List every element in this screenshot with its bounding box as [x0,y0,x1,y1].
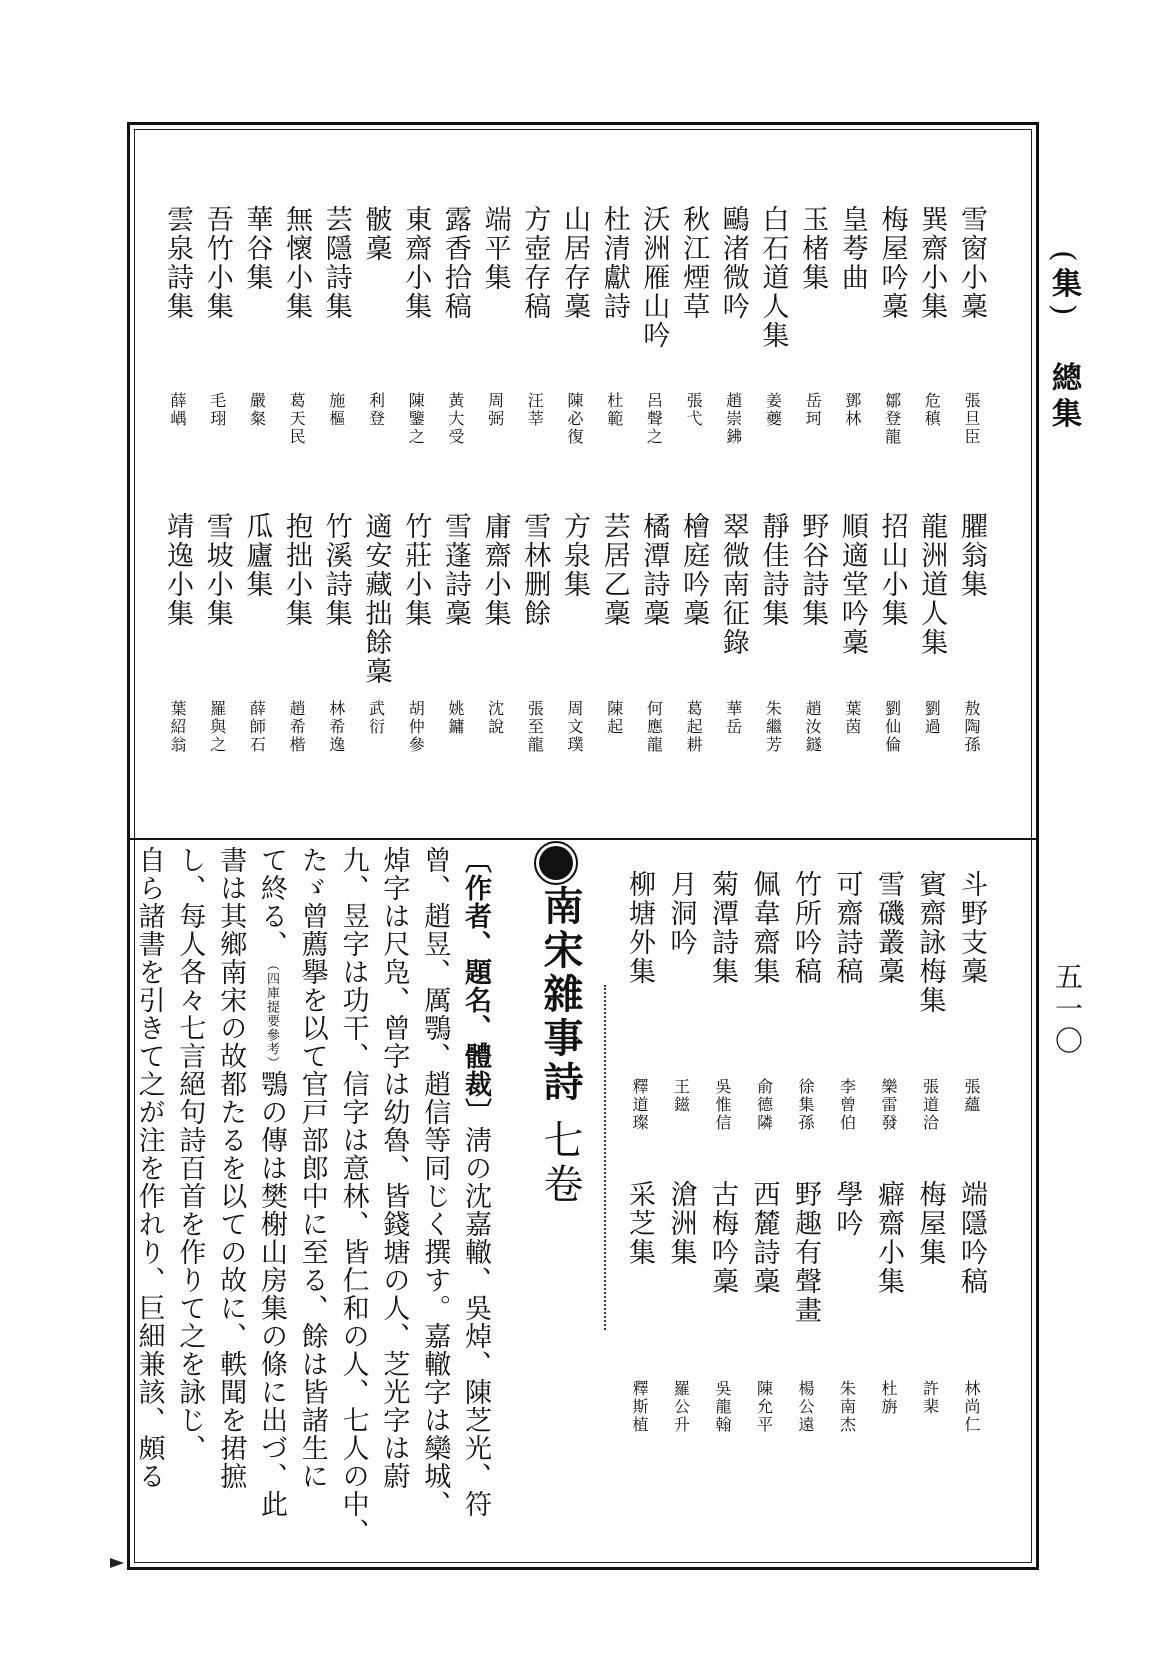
book-title: 賓齋詠梅集 [914,870,946,1015]
body-line [174,846,206,1462]
book-title: 野趣有聲畫 [790,1180,821,1325]
book-title: 芸隱詩集 [320,205,352,321]
book-title: 癖齋小集 [873,1180,904,1296]
section-divider [130,838,1036,840]
book-author: 李曾伯 [837,1078,857,1132]
book-title: 靖逸小集 [162,512,193,628]
book-author: 釋道璨 [630,1078,649,1132]
body-text-run: 淸の沈嘉轍、吳焯、陳芝光、符 [460,1126,491,1518]
book-author: 趙汝鐩 [803,700,823,754]
book-author: 陳允平 [754,1380,774,1434]
wavy-separator [604,985,612,1330]
body-text-run: 鶚の傳は樊榭山房集の條に出づ、此 [256,1070,287,1518]
body-lead: 〔作者、題名、體裁〕 [460,846,491,1126]
book-title: 采芝集 [624,1180,655,1267]
book-author: 鄧林 [842,392,862,428]
book-title: 雪坡小集 [201,512,233,628]
book-author: 葛天民 [287,392,307,446]
book-author: 徐集孫 [796,1078,815,1132]
section-bullet-icon [539,846,573,880]
book-title: 白石道人集 [757,205,789,350]
book-author: 黃大受 [445,392,465,446]
book-author: 葉茵 [842,700,862,736]
book-title: 龍洲道人集 [916,512,948,657]
book-title: 端隱吟稿 [956,1180,987,1296]
book-author: 張弋 [684,392,704,428]
book-author: 羅與之 [207,700,227,754]
book-title: 梅屋吟稾 [876,205,908,321]
book-author: 呂聲之 [644,392,664,446]
book-author: 岳珂 [803,392,823,428]
book-author: 嚴粲 [247,392,267,428]
book-author: 杜旃 [879,1380,898,1416]
book-author: 張蘊 [962,1078,981,1114]
book-title: 滄洲集 [665,1180,697,1267]
book-author: 張至龍 [525,700,545,754]
book-title: 玉楮集 [797,205,829,292]
reference-note: （四庫提要參考） [264,958,279,1070]
book-title: 竹溪詩集 [320,512,352,628]
book-author: 利登 [366,392,386,428]
book-title: 梅屋集 [914,1180,946,1267]
book-author: 釋斯植 [630,1380,649,1434]
book-title: 露香拾稿 [439,205,471,321]
book-title: 佩韋齋集 [748,870,780,986]
book-title: 雪磯叢稾 [873,870,904,986]
book-title: 抱拙小集 [281,512,313,628]
book-title: 竹莊小集 [400,512,432,628]
book-title: 東齋小集 [400,205,432,321]
body-line [296,846,328,1490]
book-title: 方壺存稿 [519,205,551,321]
book-author: 武衍 [366,700,386,736]
book-author: 華岳 [723,700,743,736]
header-paren-close: ) [1046,303,1081,322]
book-title: 招山小集 [876,512,908,628]
book-title: 秋江煙草 [678,205,710,321]
book-author: 薛嵎 [168,392,187,428]
book-title: 橘潭詩稾 [638,512,670,628]
book-author: 周文璞 [565,700,584,754]
book-title: 可齋詩稿 [831,870,863,986]
header-category: 集 [1046,267,1081,304]
book-author: 張旦臣 [962,392,981,446]
book-author: 陳起 [604,700,624,736]
book-author: 葛起耕 [684,700,704,754]
book-author: 吳惟信 [713,1078,732,1132]
book-author: 朱南杰 [837,1380,857,1434]
book-author: 許棐 [920,1380,940,1416]
book-title: 端平集 [479,205,511,292]
book-title: 杜清獻詩 [598,205,630,321]
header-paren-open: ( [1046,250,1081,268]
book-author: 汪莘 [525,392,545,428]
book-title: 臞翁集 [956,512,987,599]
book-title: 學吟 [831,1180,863,1238]
body-line [133,846,165,1490]
section-title: 南宋雜事詩 [537,885,584,1105]
book-author: 林希逸 [326,700,346,754]
body-text-run: 曾、趙昱、厲鶚、趙信等同じく撰す。嘉轍字は欒城、 [419,846,451,1518]
book-author: 姚鏞 [445,700,465,736]
book-title: 雪窗小稾 [956,205,987,321]
body-line [215,846,247,1490]
section-volumes: 七卷 [537,1119,583,1207]
book-author: 何應龍 [644,700,664,754]
book-title: 雲泉詩集 [162,205,193,321]
book-author: 王鎡 [671,1078,691,1114]
book-title: 菊潭詩集 [707,870,738,986]
book-author: 劉過 [922,700,942,736]
book-author: 張道洽 [920,1078,940,1132]
book-title: 雪林删餘 [519,512,551,628]
book-author: 陳鑒之 [406,392,426,446]
book-author: 羅公升 [671,1380,691,1434]
body-line [462,846,489,1518]
book-title: 芸居乙稾 [598,512,630,628]
body-line [258,846,285,1518]
book-author: 周弼 [485,392,505,428]
book-author: 樂雷發 [879,1078,898,1132]
book-title: 斗野支稾 [956,870,987,986]
book-title: 巽齋小集 [916,205,948,321]
book-title: 雪蓬詩稾 [439,512,471,628]
book-author: 楊公遠 [796,1380,815,1434]
book-title: 柳塘外集 [624,870,655,986]
book-author: 陳必復 [565,392,584,446]
body-line [378,846,410,1490]
book-author: 施樞 [326,392,346,428]
book-title: 方泉集 [559,512,590,599]
book-author: 薛師石 [247,700,267,754]
book-author: 敖陶孫 [962,700,981,754]
body-text-run: し、每人各々七言絕句詩百首を作りて之を詠じ、 [174,846,206,1462]
book-title: 皇荂曲 [836,205,868,292]
body-line [419,846,451,1518]
book-author: 鄒登龍 [882,392,902,446]
book-title: 古梅吟稾 [707,1180,738,1296]
book-title: 西麓詩稾 [748,1180,780,1296]
book-author: 沈說 [485,700,505,736]
body-text-run: たゞ曾薦擧を以て官戸部郎中に至る、餘は皆諸生に [296,846,328,1490]
book-title: 吾竹小集 [201,205,233,321]
book-title: 適安藏拙餘稾 [360,512,392,686]
arrow-icon [110,1558,124,1568]
book-title: 華谷集 [241,205,273,292]
running-header [1046,250,1081,434]
book-author: 杜範 [604,392,624,428]
book-title: 沃洲雁山吟 [638,205,670,350]
header-section: 總集 [1046,361,1081,434]
page-number: 五一〇 [1051,962,1084,1058]
book-author: 林尚仁 [962,1380,981,1434]
book-title: 月洞吟 [665,870,697,957]
body-text-run: 焯字は尺凫、曾字は幼魯、皆錢塘の人、芝光字は蔚 [378,846,410,1490]
book-author: 朱繼芳 [763,700,783,754]
book-title: 鷗渚微吟 [717,205,749,321]
body-text-run: 書は其鄉南宋の故都たるを以ての故に、軼聞を捃摭 [215,846,247,1490]
book-author: 趙希楷 [287,700,307,754]
book-title: 順適堂吟稾 [836,512,868,657]
book-title: 野谷詩集 [797,512,829,628]
book-author: 危稹 [922,392,942,428]
body-line [337,846,369,1546]
body-text-run: 九、昱字は功干、信字は意林、皆仁和の人、七人の中、 [337,846,369,1546]
book-title: 瓜廬集 [241,512,273,599]
body-text-run: 自ら諸書を引きて之が注を作れり、巨細兼該、頗る [133,846,165,1490]
book-author: 胡仲參 [406,700,426,754]
book-author: 姜夔 [763,392,783,428]
book-title: 翠微南征錄 [717,512,749,657]
body-text-run: て終る、 [256,846,287,958]
book-author: 葉紹翁 [168,700,187,754]
book-author: 趙崇鉘 [723,392,743,446]
book-title: 檜庭吟稾 [678,512,710,628]
book-title: 無懷小集 [281,205,313,321]
book-author: 劉仙倫 [882,700,902,754]
book-title: 山居存稾 [559,205,590,321]
book-author: 吳龍翰 [713,1380,732,1434]
book-author: 俞德隣 [754,1078,774,1132]
section-heading [537,885,584,1207]
book-title: 骳稾 [360,205,392,263]
book-title: 庸齋小集 [479,512,511,628]
book-title: 靜佳詩集 [757,512,789,628]
book-title: 竹所吟稿 [790,870,821,986]
book-author: 毛珝 [207,392,227,428]
